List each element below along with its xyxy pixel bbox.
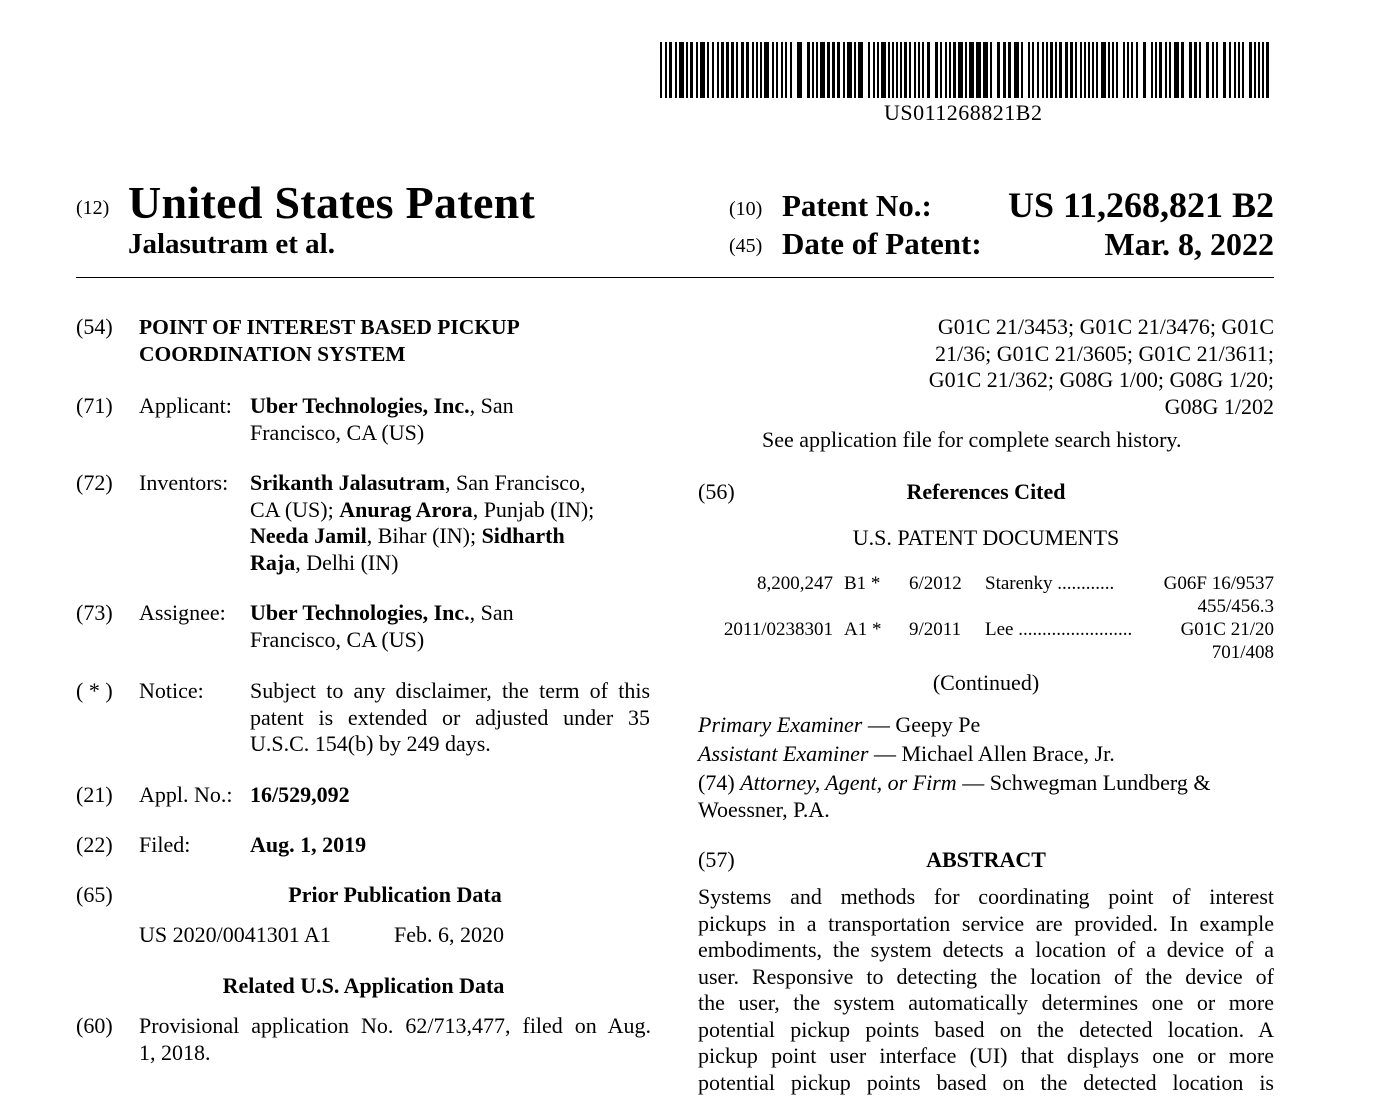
reference-date: 9/2011 (909, 619, 961, 641)
date-of-patent: Mar. 8, 2022 (1105, 226, 1274, 263)
inventor-location: , Punjab (IN); (473, 497, 595, 522)
reference-number: 2011/0238301 (724, 619, 833, 641)
inventor-location: CA (US); (250, 497, 339, 522)
assignee-label: Assignee: (139, 600, 226, 626)
assignee-location-line2: Francisco, CA (US) (250, 627, 424, 652)
header-divider (76, 277, 1274, 278)
reference-date: 6/2012 (909, 573, 962, 595)
inventor-location: , Delhi (IN) (295, 550, 398, 575)
search-history-note: See application file for complete search history. (762, 427, 1181, 454)
applicant-location: , San (470, 393, 514, 418)
notice-text (250, 678, 650, 758)
attorney (698, 770, 1210, 797)
applicant-name: Uber Technologies, Inc. (250, 393, 470, 418)
assignee-location: , San (470, 600, 514, 625)
notice-line: patent is extended or adjusted under 35 (250, 705, 650, 732)
field-code-74: (74) (698, 770, 740, 795)
inventor-name: Anurag Arora (339, 497, 472, 522)
inventors-label: Inventors: (139, 470, 228, 496)
abstract-line: potential pickup points based on the detected location is (698, 1070, 1274, 1096)
field-code-57: (57) (698, 847, 735, 874)
inventor-name: Srikanth Jalasutram (250, 470, 445, 495)
invention-title-line1: POINT OF INTEREST BASED PICKUP (139, 314, 520, 341)
abstract-line: embodiments, the system detects a location of a device of a (698, 937, 1274, 964)
abstract-line: potential pickup points based on the detected location. A (698, 1017, 1274, 1044)
classification-line: G01C 21/3453; G01C 21/3476; G01C (929, 314, 1274, 341)
abstract-heading: ABSTRACT (698, 847, 1274, 874)
abstract-line: pickups in a transportation service are provided. In example (698, 911, 1274, 938)
reference-leader-dots: ........................ (1018, 619, 1132, 640)
notice-label: Notice: (139, 678, 204, 704)
prior-publication-number: US 2020/0041301 A1 (139, 922, 331, 949)
first-inventor-line: Jalasutram et al. (128, 228, 335, 261)
inventor-name: Sidharth (482, 523, 565, 548)
abstract-line: user. Responsive to detecting the location of the device of (698, 964, 1274, 991)
primary-examiner-name: — Geepy Pe (862, 712, 980, 737)
field-code-72: (72) (76, 470, 113, 496)
barcode-image (660, 42, 1274, 98)
field-code-65: (65) (76, 882, 113, 908)
assistant-examiner-label: Assistant Examiner (698, 741, 869, 766)
notice-line: U.S.C. 154(b) by 249 days. (250, 731, 650, 758)
attorney-name-line2: Woessner, P.A. (698, 797, 830, 824)
reference-classification-secondary: 701/408 (1212, 642, 1274, 664)
field-code-10: (10) (729, 198, 762, 221)
reference-kind: B1 * (844, 573, 880, 595)
references-continued: (Continued) (698, 670, 1274, 697)
attorney-name: — Schwegman Lundberg & (957, 770, 1211, 795)
appl-no-label: Appl. No.: (139, 782, 233, 808)
patent-number-label: Patent No.: (782, 188, 932, 224)
field-code-12: (12) (76, 197, 109, 220)
reference-leader-dots: ............ (1057, 573, 1114, 594)
reference-name (985, 619, 1132, 641)
abstract-line: the user, the system automatically determines one or more (698, 990, 1274, 1017)
assistant-examiner-name: — Michael Allen Brace, Jr. (869, 741, 1115, 766)
prior-publication-heading: Prior Publication Data (139, 882, 651, 909)
appl-no-value: 16/529,092 (250, 782, 350, 809)
reference-number: 8,200,247 (757, 573, 833, 595)
field-code-54: (54) (76, 314, 113, 340)
notice-line: Subject to any disclaimer, the term of this (250, 678, 650, 705)
reference-classification-secondary: 455/456.3 (1197, 596, 1274, 618)
inventor-name: Needa Jamil (250, 523, 367, 548)
date-of-patent-label: Date of Patent: (782, 226, 982, 262)
inventor-name: Raja (250, 550, 295, 575)
inventor-location: , San Francisco, (445, 470, 586, 495)
filed-value: Aug. 1, 2019 (250, 832, 366, 859)
classification-list (929, 314, 1274, 420)
references-cited-heading: References Cited (698, 479, 1274, 506)
reference-name-text: Starenky (985, 573, 1053, 594)
related-application-heading: Related U.S. Application Data (76, 973, 651, 1000)
applicant-location-line2: Francisco, CA (US) (250, 420, 424, 445)
field-code-21: (21) (76, 782, 113, 808)
provisional-text (139, 1013, 651, 1066)
inventor-location: , Bihar (IN); (367, 523, 482, 548)
provisional-line: Provisional application No. 62/713,477, filed on Aug. (139, 1013, 651, 1040)
field-code-71: (71) (76, 393, 113, 419)
primary-examiner-label: Primary Examiner (698, 712, 862, 737)
reference-name (985, 573, 1114, 595)
invention-title-line2: COORDINATION SYSTEM (139, 341, 406, 368)
field-code-60: (60) (76, 1013, 113, 1039)
us-patent-documents-heading: U.S. PATENT DOCUMENTS (698, 525, 1274, 552)
classification-line: 21/36; G01C 21/3605; G01C 21/3611; (929, 341, 1274, 368)
assignee-name: Uber Technologies, Inc. (250, 600, 470, 625)
inventors-value (250, 470, 594, 576)
field-code-73: (73) (76, 600, 113, 626)
primary-examiner (698, 712, 980, 739)
provisional-line: 1, 2018. (139, 1040, 651, 1067)
classification-line: G08G 1/202 (929, 394, 1274, 421)
reference-name-text: Lee (985, 619, 1013, 640)
reference-kind: A1 * (844, 619, 881, 641)
document-title: United States Patent (128, 176, 535, 229)
patent-number: US 11,268,821 B2 (1008, 184, 1274, 226)
abstract-line: pickup point user interface (UI) that displays one or more (698, 1043, 1274, 1070)
filed-label: Filed: (139, 832, 190, 858)
field-code-notice: ( * ) (76, 678, 113, 704)
abstract-text (698, 884, 1274, 1096)
abstract-line: Systems and methods for coordinating point of interest (698, 884, 1274, 911)
barcode-number: US011268821B2 (884, 100, 1042, 126)
field-code-45: (45) (729, 235, 762, 258)
attorney-label: Attorney, Agent, or Firm (740, 770, 957, 795)
field-code-22: (22) (76, 832, 113, 858)
field-code-56: (56) (698, 479, 735, 506)
prior-publication-date: Feb. 6, 2020 (394, 922, 504, 949)
reference-classification: G01C 21/20 (1181, 619, 1274, 641)
classification-line: G01C 21/362; G08G 1/00; G08G 1/20; (929, 367, 1274, 394)
reference-classification: G06F 16/9537 (1164, 573, 1274, 595)
assistant-examiner (698, 741, 1115, 768)
applicant-value (250, 393, 514, 446)
applicant-label: Applicant: (139, 393, 232, 419)
assignee-value (250, 600, 514, 653)
